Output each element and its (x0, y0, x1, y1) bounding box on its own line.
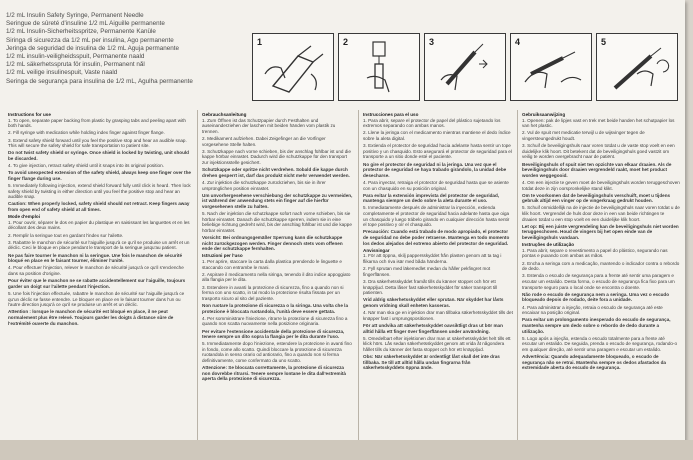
column-divider (517, 110, 518, 440)
step-illustrations (252, 33, 678, 101)
section-heading: Gebruiksaanwijzing (522, 112, 566, 117)
instruction-line: 2. Encha a seringa com a medicação, mantendo o indicador contra o rebordo de dedo. (522, 260, 680, 272)
instruction-line: 5. Nach der injektion die schutzkappe sofort nach vorne schieben, bis sie hörbar einrastet. Danach die schutzkappe sperren, indem sie in eine beliebige richtung gedreht wird, bis der anschlag fühlbar ist und die kappe hörbar einrastet. (202, 211, 352, 233)
instruction-line: 2. Fill syringe with medication while holding index finger against finger flange. (8, 130, 165, 136)
instruction-line: 4. To give injection, retract safety shield until it snaps into its original position. (8, 163, 164, 169)
instruction-line: Per evitare l'estensione accidentale della protezione di sicurezza, tenere sempre un dito sopra la flangia per le dita durante l'uso. (202, 328, 345, 340)
instruction-line: 4. Zur injektion die schutzkappe zurückziehen, bis sie in ihrer ursprünglichen position einrastet. (202, 179, 326, 191)
instruction-line: 5. Une fois l'injection effectuée, rabattre le manchon de sécurité sur l'aiguille jusqu'à ce qu'un déclic se fasse entendre. Le bloquer en place en le faisant tourner dans l'un ou l'autre direction jusqu'à ce qu'il se produise un arrêt et un déclic. (8, 290, 185, 308)
step-panel-2 (338, 33, 420, 101)
column-3 (363, 112, 513, 372)
instruction-line: 4. Om een injectie te geven moet de beveiligingshuls worden teruggeschoven totdat deze in zijn oorspronkelijke stand klikt. (522, 179, 680, 191)
instruction-line: 2. Vul de spuit met medicatie terwijl u de wijsvinger tegen de vingersteungedrukt houdt. (522, 130, 645, 141)
instruction-line: 1. To open, separate paper backing from plastic by grasping tabs and peeling apart with both hands. (8, 117, 186, 129)
instruction-line: Schutzkappe oder spritze nicht verdrehen. Sobald die kappe durch drehen gesperrt ist, darf das produkt nicht mehr verwendet werden. (202, 167, 350, 178)
extend-shield-illustration (425, 34, 505, 100)
instruction-line: 1. För att öppna, skilj pappersskyddet från plasten genom att ta tag i flikarna och riva isär med båda händerna. (363, 253, 502, 264)
instruction-line: 2. Fyll sprutan med läkemedlet medan du håller pekfingret mot fingerflänsen. (363, 266, 491, 277)
instruction-line: Um unvorhergesehene verschiebung der schutzkappe zu vermeiden, ist während der anwendung stets ein finger auf die hierfür vorgesehenen stelle zu halten. (202, 192, 353, 209)
instruction-line: 1. Para abrir, separe el protector de papel del plástico sujetando los extremos separando con ambas manos. (363, 117, 501, 129)
instruction-line: 1. Zum Öffnen ist das Schutzpapier durch Festhalten und auseinanderziehen der laschen mit beiden händen vom plastik zu trennen. (202, 117, 336, 134)
instruction-line: 3. Schuif de beveiligingshuls naar voren totdat u de vaste stop voelt en een duidelijke klik hoort. Dit betekent dat de beveiligingshuls goed vastzit om veilig te worden overgebracht naar de patiënt. (522, 143, 675, 160)
step-panel-5 (596, 33, 678, 101)
instruction-line: 3. Extienda el protector de seguridad hacia adelante hasta sentir un tope positivo y un chasquido. Esto asegurará el protector de seguridad para el transporte a un sitio donde esté el paciente. (363, 143, 512, 160)
title-line: Seringue de sûreté d'insuline 1/2 mL Aiguille permanente (6, 20, 165, 28)
title-line: 1/2 mL Insulin-Sicherheitsspritze, Permanente Kanüle (6, 28, 156, 36)
instruction-line: 2. Aspirare il medicamento nella siringa, tenendo il dito indice appoggiato alla flangia per le dita. (202, 271, 351, 283)
section-heading: Instructions for use (8, 112, 51, 117)
instruction-line: Let op: Bij een juiste vergrendeling kan de beveiligingshuls niet worden teruggeschoven. Houd de vingers bij het open einde van de beveiligingshuls vandaan. (522, 223, 679, 241)
title-line: Jeringa de seguridad de insulina de 1/2 mL Aguja permanente (6, 44, 180, 52)
instruction-line: Precaución: Cuando está trabado de modo apropiado, el protector de seguridad no debe poder retraerse. Mantenga en todo momento los dedos alejados del extremo abierto del protector de seguridad. (363, 229, 510, 246)
column-divider (358, 110, 359, 440)
instruction-line: Não rode o escudo de segurança nem a seringa. Uma vez o escudo bloqueado depois de rodado, deite fora a unidade. (522, 291, 670, 303)
step-number: 3 (429, 37, 435, 47)
product-titles (6, 12, 254, 86)
instruction-line: 5. Immediatamente dopo l'iniezione, estendere la protezione in avanti fino in fondo, come allo scatto. Quindi bloccare la protezione di sicurezza ruotandola in senso orario od antiorario, fino a quando non si ferma definitivamente, come confermato da uno scatto. (202, 341, 352, 364)
section-heading: Instruções de utilização (522, 242, 575, 248)
instruction-line: 2. Llene la jeringa con el medicamento mientras mantiene el dedo índice sobre la aleta digital. (363, 130, 511, 141)
step-number: 4 (515, 37, 521, 47)
instruction-line: Para evitar la extensión imprevista del protector de seguridad, mantenga siempre un dedo sobre la aleta durante el uso. (363, 192, 500, 204)
title-line: Seringa de segurança para insulina de 1/2 mL, Agulha permanente (6, 77, 193, 85)
step-number: 2 (343, 37, 349, 47)
instruction-line: 1. Para abrir, separe o revestimento a papel do plástico, segurando nas pontas e puxando com ambas as mãos. (522, 247, 668, 259)
instruction-line: 2. Remplir la seringue tout en gardant l'index sur l'ailette. (8, 232, 124, 238)
step-panel-3 (424, 33, 506, 101)
instruction-line: Obs: När säkerhetsskyddet är ordentligt låst skall det inte dras tillbaka. Se till att alltid hålla undan fingrarna från säkerhetsskyddets öppna ände. (363, 354, 500, 371)
section-heading: Anvisningar (363, 247, 390, 253)
instruction-line: Vorsicht: Bei ordnungsgemäßer Sperrung kann die schutzkappe nicht zurückgezogen werden. Finger dennoch stets vom offenen ende der schutzkappe fernhalten. (202, 235, 343, 252)
table-surface (0, 440, 693, 460)
column-divider (197, 110, 198, 440)
instruction-line: Ne pas faire tourner le manchon ni la seringue. Une fois le manchon de sécurité bloqué en place en le faisant tourner, éliminer l'unité. (8, 252, 183, 264)
instruction-line: 1. Openen: pak de lipjes vast en trek met beide handen het schutpapier los van het plastic. (522, 117, 675, 129)
instruction-line: Advertência: Quando adequadamente bloqueado, o escudo de segurança não se retrai. Mantenha sempre os dedos afastados da extremidade aberta do escudo de segurança. (522, 354, 666, 371)
instruction-line: Non ruotare la protezione di sicurezza o la siringa. Una volta che la protezione è bloccata ruotandola, l'unità deve essere gettata. (202, 302, 349, 314)
instruction-line: 5. Schuif onmiddellijk na de injectie de beveiligingshuls naar voren totdat u de klik hoort. Vergrendel de huls door deze in een van beide richtingen te draaien totdat u een stop voelt en een duidelijke klik hoort. (522, 205, 680, 222)
instruction-line: 4. Pour effectuer l'injection, relever le manchon de sécurité jusqu'à ce qu'il s'enclenche dans sa position d'origine. (8, 265, 184, 276)
column-1 (8, 112, 192, 328)
title-line: 1/2 mL veilige insulinespuit, Vaste naald (6, 69, 118, 77)
instruction-line: Attenzione: Se bloccata correttamente, la protezione di sicurezza non dovrebbe ritrarsi. Tenere sempre lontane le dita dall'estremità aperta della protezione di sicurezza. (202, 365, 346, 382)
instruction-line: 3. Rabattre le manchon de sécurité sur l'aiguille jusqu'à ce qu'il se produise un arrêt et un déclic. Ceci le bloque en place pendant le transport de la seringue jusqu'au patient. (8, 239, 190, 251)
instruction-line: För att undvika att säkerhetsskyddet oavsiktligt dras ut bör man alltid hålla ett finger över fingerflänsen under användning. (363, 322, 503, 334)
instruction-line: 5. Immediately following injection, extend shield forward fully until click is heard. Then lock safety shield by twisting in either direction until you feel the positive stop and hear an audible snap. (8, 183, 191, 200)
section-heading: Mode d'emploi (8, 214, 40, 220)
peel-package-illustration (253, 34, 333, 100)
step-panel-4 (510, 33, 592, 101)
instruction-line: 1. Pour ouvrir, séparer le dos en papier du plastique en saisissant les languettes et en les décollant des deux mains. (8, 219, 190, 231)
instruction-line: Attention : lorsque le manchon de sécurité est bloqué en place, il ne peut normalement plus être relevé. Toujours garder les doigts à distance sûre de l'extrémité ouverte du manchon. (8, 309, 174, 326)
title-line: 1/2 mL säkerhetsspruta för insulin, Permanent nål (6, 61, 145, 69)
instruction-line: Om te voorkomen dat de beveiligingshuls verschuift, moet u tijdens gebruik altijd een vinger op de vingerkraag gedrukt houden. (522, 192, 671, 204)
instruction-line: Beveiligingshuls of spuit niet ten opzichte van elkaar draaien. Als de beveiligingshuls door draaien vergrendeld raakt, moet het product worden weggegooid. (522, 161, 672, 178)
inject-illustration (511, 34, 591, 100)
instruction-line: 3. Estendere in avanti la protezione di sicurezza, fino a quando non si ferma con uno scatto, in tal modo la protezione risulta fissata per un trasporto sicuro al sito del paziente. (202, 284, 344, 301)
instruction-line: Caution: When properly locked, safety shield should not retract. Keep fingers away from open end of safety shield at all times. (8, 201, 190, 213)
instruction-line: 2. Medikament aufziehen. Dabei Zeigefinger an die Vorfinger vorgesehene Stelle halten. (202, 135, 326, 147)
title-line: 1/2 mL insulin-veiligheidsspuit, Permanente naald (6, 53, 145, 61)
step-panel-1 (252, 33, 334, 101)
instruction-line: 3. Extend safety shield forward until you feel the positive stop and hear an audible snap. This will secure the safety shield for safe transportation to patient site. (8, 137, 187, 149)
section-heading: Instrucciones para el uso (363, 112, 419, 117)
instruction-line: 5. Inmediatamente después de administrar la inyección, extienda completamente el protector de seguridad hacia adelante hasta que oiga un chasquido y luego trábelo girando en cualquier dirección hasta sentir el tope positivo y oír el chasquido. (363, 205, 510, 228)
instruction-line: 3. Schutzkappe nach vorne schieben, bis der anschlag fühlbar ist und die kappe hörbar einrastet. Dadurch wird die schutzkappe für den transport zur injektionsstelle gesichert. (202, 148, 351, 165)
title-line: Siringa di sicurezza da 1/2 mL per insulina, Ago permanente (6, 36, 174, 44)
lock-shield-illustration (597, 34, 677, 100)
instruction-line: 4. När man ska ge en injektion drar man tillbaka säkerhetsskyddet tills det knäpper fast i ursprungspositionen. (363, 310, 513, 321)
column-2 (202, 112, 353, 384)
instruction-line: Para evitar um prolongamento inesperado do escudo de segurança, mantenha sempre um dedo sobre o rebordo de dedo durante a utilização. (522, 317, 671, 334)
instruction-line: 3. Dra säkerhetsskyddet framåt tills du känner stoppet och hör ett knäppljud. Detta låser fast säkerhetsskyddet för säker transport till patienten. (363, 278, 498, 296)
instruction-line: Vrid aldrig säkerhetsskyddet eller sprutan. När skyddet har låsts genom vridning skall enheten kasseras. (363, 297, 504, 308)
instruction-line: 4. Para inyectar, retraiga el protector de seguridad hasta que se asiente con un chasquido en su posición original. (363, 179, 509, 191)
instruction-line: 5. Omedelbart efter injektionen drar man ut säkerhetsskyddet helt tills ett klick hörs. Lås sedan säkerhetsskyddet genom att vrida åt någondera hållet tills du känner det fasta stoppet och hör ett knäppljud. (363, 335, 511, 352)
instruction-line: Pour éviter que le manchon ne se rabatte accidentellement sur l'aiguille, toujours garder un doigt sur l'ailette pendant l'injection. (8, 278, 186, 289)
instruction-line: To avoid unexpected extension of the safety shield, always keep one finger over the finger flange during use. (8, 170, 191, 181)
instruction-line: 5. Logo após a injeção, estenda o escudo totalmente para a frente até escutar um estalido. De seguida, prenda o escudo de segurança, rodando-o em qualquer direção, até sentir uma paragem e escutar um estalido. (522, 335, 678, 352)
section-heading: Istruzioni per l'uso (202, 253, 243, 259)
title-line: 1/2 mL Insulin Safety Syringe, Permanent Needle (6, 12, 144, 19)
instruction-line: 4. Para administrar a injeção, retraia o escudo de segurança até este encaixar na posição original. (522, 304, 663, 316)
instruction-line: 3. Estenda o escudo de segurança para a frente até sentir uma paragem e escutar um estalido. Desta forma, o escudo de segurança fica fixo para um transporte seguro para o local onde se encontra o doente. (522, 273, 675, 290)
step-number: 5 (601, 37, 607, 47)
column-4 (522, 112, 680, 372)
instruction-line: No gire el protector de seguridad ni la jeringa. Una vez que el protector de seguridad se haya trabado girándolo, la unidad debe desecharse. (363, 161, 507, 178)
fill-syringe-illustration (339, 34, 419, 100)
instruction-line: Do not twist safety shield or syringe. Once shield is locked by twisting, unit should be discarded. (8, 150, 189, 161)
instruction-line: 1. Per aprire, staccare la carta dalla plastica prendendo le linguette e staccando con entrambe le mani. (202, 259, 342, 270)
instruction-line: 4. Per somministrare l'iniezione, ritrarre la protezione di sicurezza fino a quando non scatta nuovamente nella posizione originaria. (202, 315, 348, 327)
section-heading: Gebrauchsanleitung (202, 112, 247, 117)
step-number: 1 (257, 37, 263, 47)
